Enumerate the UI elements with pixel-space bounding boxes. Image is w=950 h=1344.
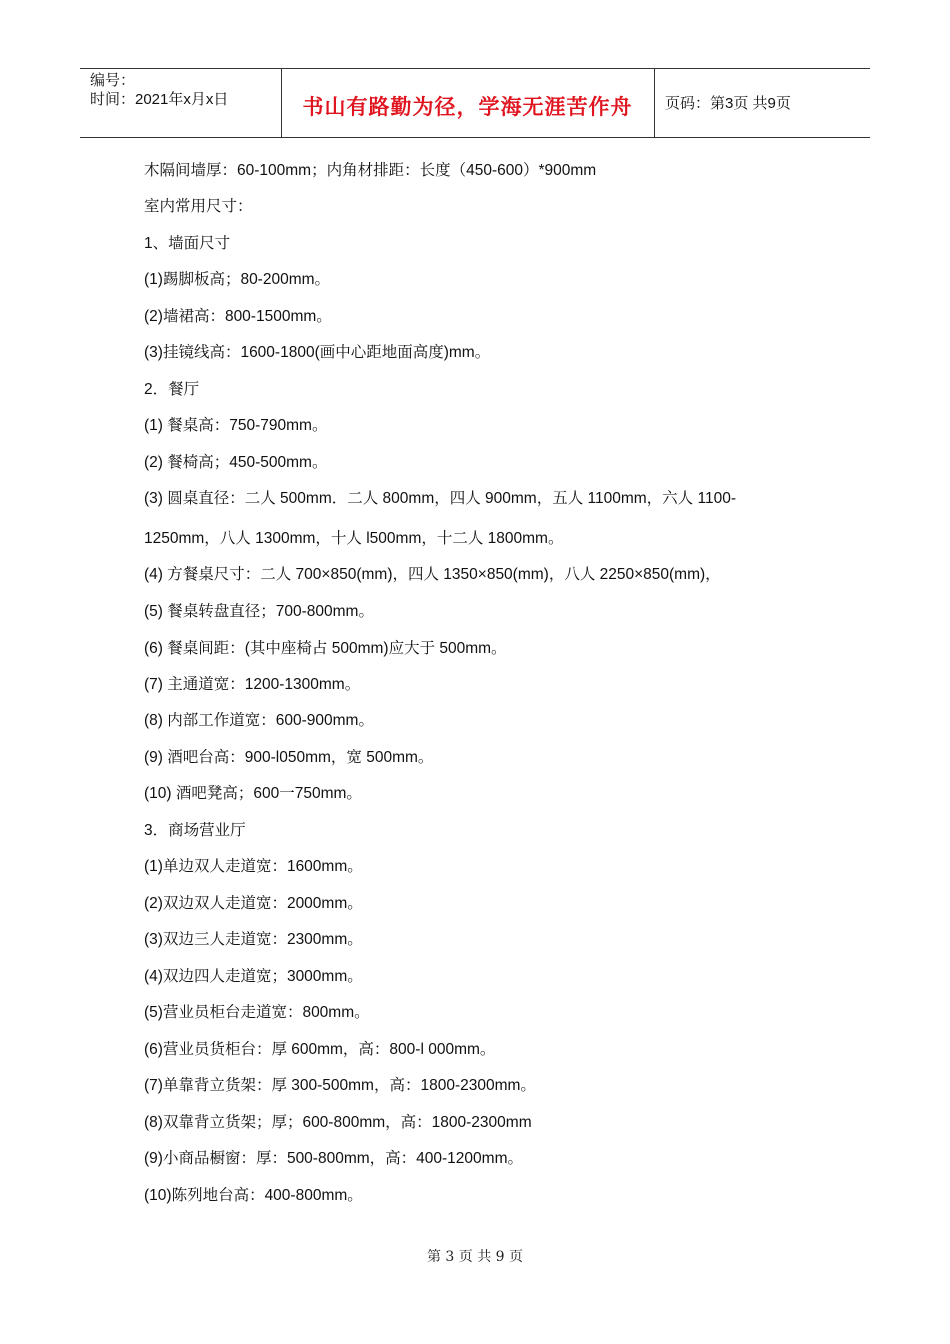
header-page-number: 页码：第3页 共9页 <box>665 95 791 112</box>
paragraph: (5)营业员柜台走道宽：800mm。 <box>144 1004 370 1021</box>
paragraph: (6) 餐桌间距：(其中座椅占 500mm)应大于 500mm。 <box>144 640 507 657</box>
page-footer: 第 3 页 共 9 页 <box>426 1249 524 1265</box>
paragraph: (3)挂镜线高：1600-1800(画中心距地面高度)mm。 <box>144 344 491 361</box>
paragraph: (7)单靠背立货架：厚 300-500mm，高：1800-2300mm。 <box>144 1077 536 1094</box>
paragraph: (1)单边双人走道宽：1600mm。 <box>144 858 363 875</box>
paragraph: (7) 主通道宽：1200-1300mm。 <box>144 676 361 693</box>
section-heading: 1、墙面尺寸 <box>144 235 231 252</box>
paragraph: (6)营业员货柜台：厚 600mm，高：800-l 000mm。 <box>144 1041 496 1058</box>
paragraph: (8)双靠背立货架；厚；600-800mm，高：1800-2300mm <box>144 1114 532 1131</box>
paragraph: (1) 餐桌高：750-790mm。 <box>144 417 328 434</box>
paragraph: (10)陈列地台高：400-800mm。 <box>144 1187 363 1204</box>
paragraph: (5) 餐桌转盘直径；700-800mm。 <box>144 603 374 620</box>
paragraph: (2) 餐椅高；450-500mm。 <box>144 454 328 471</box>
header-page-cell <box>655 69 870 137</box>
paragraph: 1250mm，八人 1300mm，十人 l500mm，十二人 1800mm。 <box>144 530 564 547</box>
paragraph: 室内常用尺寸： <box>144 198 253 215</box>
section-heading: 3．商场营业厅 <box>144 822 246 839</box>
document-header <box>80 68 870 138</box>
section-heading: 2．餐厅 <box>144 381 200 398</box>
paragraph: (3)双边三人走道宽：2300mm。 <box>144 931 363 948</box>
header-motto: 书山有路勤为径，学海无涯苦作舟 <box>302 95 633 119</box>
paragraph: (9) 酒吧台高：900-l050mm，宽 500mm。 <box>144 749 434 766</box>
paragraph: (8) 内部工作道宽：600-900mm。 <box>144 712 374 729</box>
paragraph: (2)双边双人走道宽：2000mm。 <box>144 895 363 912</box>
document-date-label: 时间：2021年x月x日 <box>90 91 229 108</box>
header-motto-cell <box>281 69 655 137</box>
paragraph: 木隔间墙厚：60-100mm；内角材排距：长度（450-600）*900mm <box>144 162 597 179</box>
paragraph: (4) 方餐桌尺寸：二人 700×850(mm)，四人 1350×850(mm)，八人 2250×850(mm)， <box>144 566 721 583</box>
paragraph: (9)小商品橱窗：厚：500-800mm，高：400-1200mm。 <box>144 1150 523 1167</box>
paragraph: (4)双边四人走道宽；3000mm。 <box>144 968 363 985</box>
paragraph: (2)墙裙高：800-1500mm。 <box>144 308 332 325</box>
document-number-label: 编号： <box>90 72 136 89</box>
paragraph: (10) 酒吧凳高；600一750mm。 <box>144 785 362 802</box>
paragraph: (3) 圆桌直径：二人 500mm．二人 800mm，四人 900mm，五人 1100mm，六人 1100- <box>144 490 736 507</box>
paragraph: (1)踢脚板高；80-200mm。 <box>144 271 331 288</box>
header-info-cell <box>80 69 282 137</box>
